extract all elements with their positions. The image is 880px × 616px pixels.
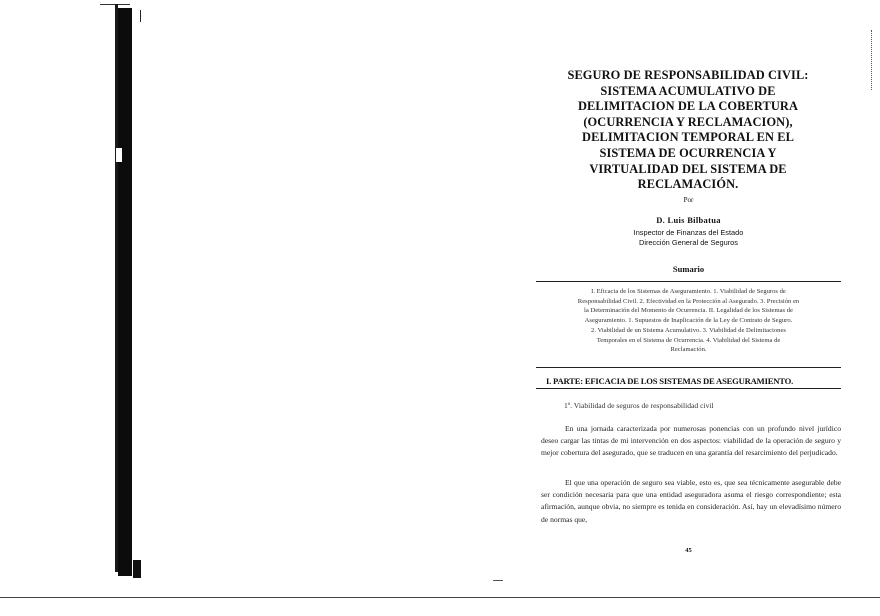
byline: Por xyxy=(683,196,694,204)
title-line: DELIMITACION TEMPORAL EN EL xyxy=(582,130,794,145)
title-line: VIRTUALIDAD DEL SISTEMA DE xyxy=(589,161,787,176)
title-line: RECLAMACIÓN. xyxy=(637,177,739,192)
summary-line: 2. Viabilidad de un Sistema Acumulativo. 3. Viabilidad de Delimitaciones xyxy=(591,326,786,334)
subsection-heading: 1º. Viabilidad de seguros de responsabilidad civil xyxy=(564,401,714,410)
article-title xyxy=(548,68,828,193)
scan-edge-bottom xyxy=(0,597,880,598)
scan-edge-right xyxy=(871,30,874,90)
title-line: SEGURO DE RESPONSABILIDAD CIVIL: xyxy=(567,68,809,82)
title-line: (OCURRENCIA Y RECLAMACION), xyxy=(583,114,793,129)
summary-text xyxy=(540,287,837,355)
author-department: Dirección General de Seguros xyxy=(638,238,738,247)
summary-line: I. Eficacia de los Sistemas de Aseguramiento. 1. Viabilidad de Seguros de xyxy=(591,288,786,295)
summary-line: la Determinación del Momento de Ocurrencia. II. Legalidad de los Sistemas de xyxy=(584,307,793,315)
author-name: D. Luis Bilbatua xyxy=(656,215,721,225)
title-line: SISTEMA DE OCURRENCIA Y xyxy=(599,145,777,160)
summary-top-rule xyxy=(536,281,841,282)
summary-line: Aseguramiento. 1. Supuestos de Inaplicación de la Ley de Contrato de Seguro. xyxy=(584,317,793,325)
summary-bottom-rule xyxy=(536,367,841,368)
section-rule xyxy=(536,388,841,389)
spine-foot xyxy=(133,560,141,578)
body-paragraph: El que una operación de seguro sea viable, esto es, que sea técnicamente asegurable debe ser condición necesaria para que una entidad aseguradora asuma el riesgo correspondiente; esta afirmación, aunque obvia, no siempre es tenida en consideración. Así, hay un elevadísimo número de normas que, xyxy=(541,478,841,524)
section-heading: I. PARTE: EFICACIA DE LOS SISTEMAS DE ASEGURAMIENTO. xyxy=(546,376,794,386)
page-number: 45 xyxy=(685,547,692,554)
spine-tick xyxy=(140,10,141,22)
scan-dash-mark xyxy=(493,580,503,581)
title-line: DELIMITACION DE LA COBERTURA xyxy=(577,99,799,114)
spine-notch xyxy=(116,148,122,162)
summary-line: Temporales en el Sistema de Ocurrencia. 4. Viabilidad del Sistema de xyxy=(596,336,781,344)
book-spine-dark xyxy=(118,8,132,576)
body-paragraph: En una jornada caracterizada por numerosas ponencias con un profundo nivel jurídico deseo cargar las tintas de mi intervención en dos aspectos: viabilidad de la operación de seguro y mejor cobertura del asegurado, que se traducen en una garantía del resarcimiento del perjudicado. xyxy=(541,424,841,458)
summary-line: Responsabilidad Civil. 2. Efectividad en la Protección al Asegurado. 3. Precisión en xyxy=(577,297,800,305)
title-line: SISTEMA ACUMULATIVO DE xyxy=(600,83,776,98)
author-affiliation: Inspector de Finanzas del Estado xyxy=(633,228,744,237)
summary-line: Reclamación. xyxy=(670,346,707,354)
summary-heading: Sumario xyxy=(672,264,705,274)
